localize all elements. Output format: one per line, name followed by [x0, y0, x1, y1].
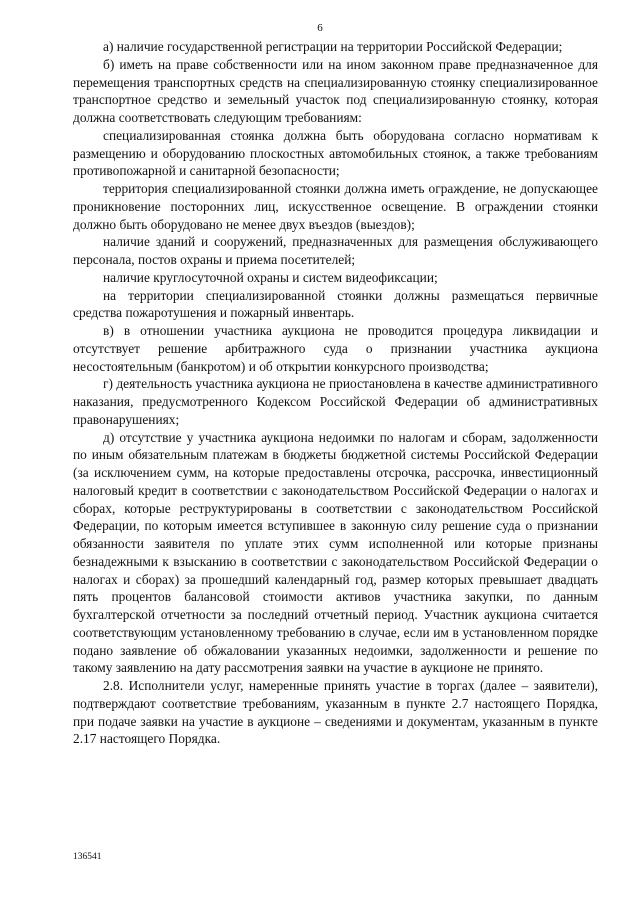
footer-code: 136541 — [73, 852, 102, 862]
paragraph-b-req-3: наличие зданий и сооружений, предназначенных для размещения обслуживающего персонала, постов охраны и приема посетителей; — [73, 234, 598, 267]
paragraph-g: г) деятельность участника аукциона не приостановлена в качестве административного наказания, предусмотренного Кодексом Российской Федерации об административных правонарушениях; — [73, 376, 598, 427]
paragraph-a: а) наличие государственной регистрации на территории Российской Федерации; — [103, 39, 563, 54]
paragraph-d: д) отсутствие у участника аукциона недоимки по налогам и сборам, задолженности по иным обязательным платежам в бюджеты бюджетной системы Российской Федерации (за исключением сумм, на которые предоставлены отсрочка, рассрочка, инвестиционный налоговый кредит в соответствии с законодательством Российской Федерации о налогах и сборах, которые реструктурированы в соответствии с законодательством Российской Федерации, по которым имеется вступившее в законную силу решение суда о признании обязанности заявителя по уплате этих сумм исполненной или которые признаны безнадежными к взысканию в соответствии с законодательством Российской Федерации о налогах и сборах) за прошедший календарный год, размер которых превышает двадцать пять процентов балансовой стоимости активов участника закупки, по данным бухгалтерской отчетности за последний отчетный период. Участник аукциона считается соответствующим установленному требованию в случае, если им в установленном порядке подано заявление об обжаловании указанных недоимки, задолженности и решение по такому заявлению на дату рассмотрения заявки на участие в аукционе не принято. — [73, 429, 598, 676]
document-body — [73, 38, 598, 748]
paragraph-b: б) иметь на праве собственности или на ином законном праве предназначенное для перемещения транспортных средств на специализированную стоянку специализированное транспортное средство и земельный участок под специализированную стоянку, которая должна соответствовать следующим требованиям: — [73, 56, 598, 125]
paragraph-b-req-1: специализированная стоянка должна быть оборудована согласно нормативам к размещению и оборудованию плоскостных автомобильных стоянок, а также требованиям противопожарной и санитарной безопасности; — [73, 127, 598, 179]
paragraph-b-req-2: территория специализированной стоянки должна иметь ограждение, не допускающее проникновение посторонних лиц, искусственное освещение. В ограждении стоянки должно быть оборудовано не менее двух въездов (выездов); — [73, 181, 598, 232]
paragraph-v: в) в отношении участника аукциона не проводится процедура ликвидации и отсутствует решение арбитражного суда о признании участника аукциона несостоятельным (банкротом) и об открытии конкурсного производства; — [73, 323, 598, 374]
paragraph-b-req-5: на территории специализированной стоянки должны размещаться первичные средства пожаротушения и пожарный инвентарь. — [73, 287, 598, 321]
paragraph-2-8: 2.8. Исполнители услуг, намеренные принять участие в торгах (далее – заявители), подтверждают соответствие требованиям, указанным в пункте 2.7 настоящего Порядка, при подаче заявки на участие в аукционе – сведениями и документам, указанным в пункте 2.17 настоящего Порядка. — [73, 678, 598, 747]
paragraph-b-req-4: наличие круглосуточной охраны и систем видеофиксации; — [103, 269, 438, 285]
page-number: 6 — [317, 22, 323, 34]
